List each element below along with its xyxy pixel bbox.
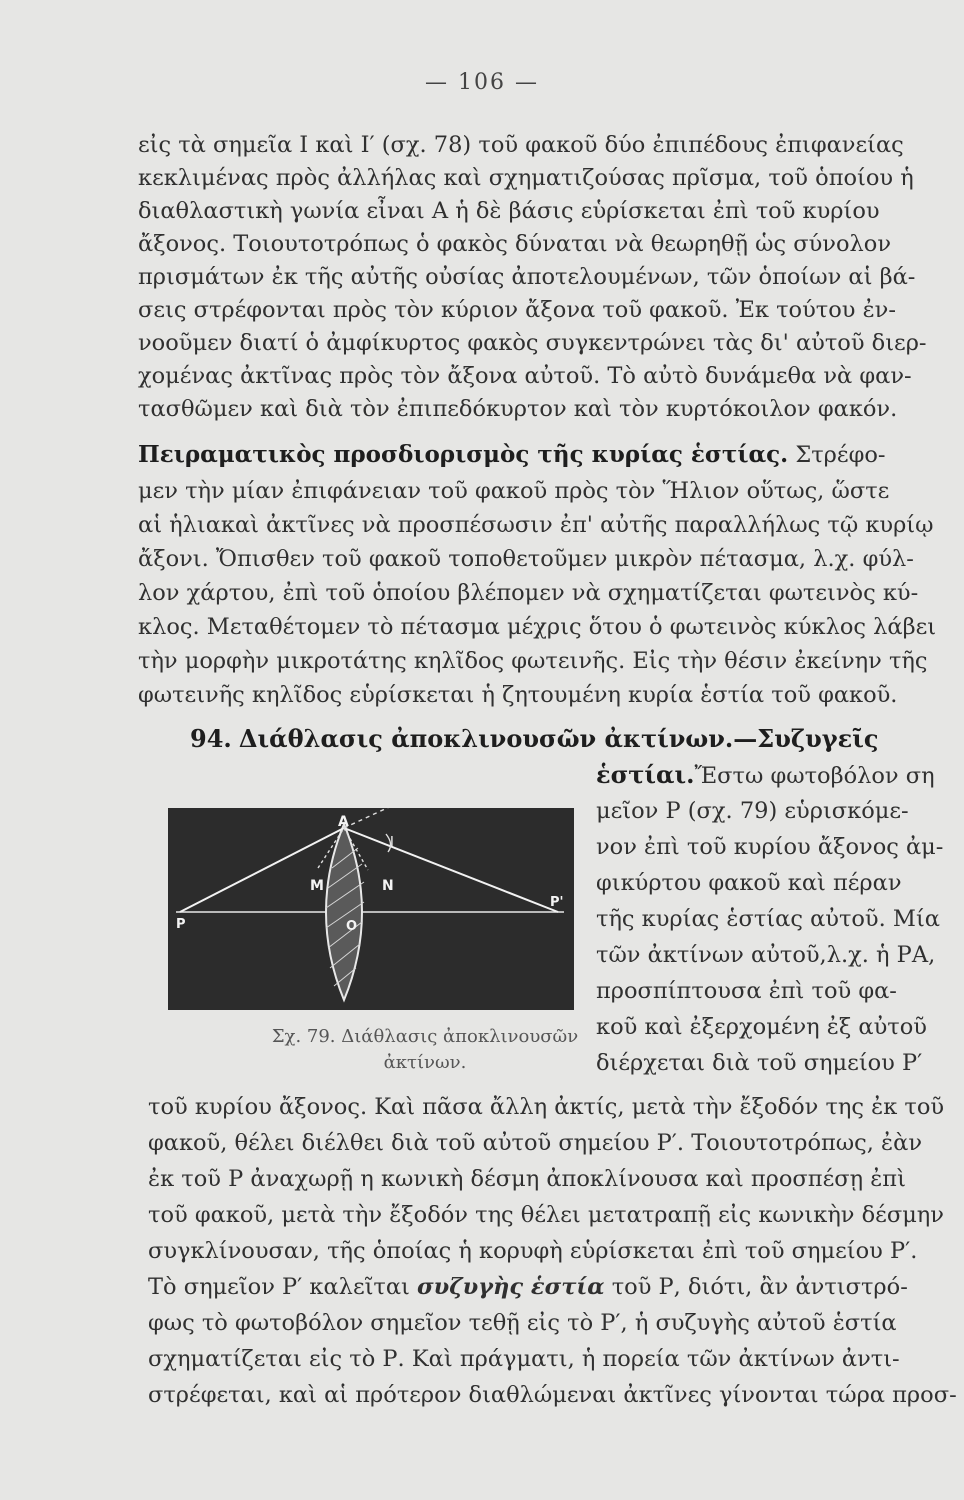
text-line: φωτεινῆς κηλῖδος εὑρίσκεται ἡ ζητουμένη κυρία ἑστία τοῦ φακοῦ. xyxy=(138,682,898,708)
text-line: αἱ ἡλιακαὶ ἀκτῖνες νὰ προσπέσωσιν ἐπ' αὐτῆς παραλλήλως τῷ κυρίῳ xyxy=(138,512,934,538)
text-line: πρισμάτων ἐκ τῆς αὐτῆς οὐσίας ἀποτελουμένων, τῶν ὁποίων αἱ βά- xyxy=(138,264,916,290)
figure-caption-line2: ἀκτίνων. xyxy=(383,1052,467,1073)
label-N: N xyxy=(382,878,394,894)
text-line: στρέφεται, καὶ αἱ πρότερον διαθλώμεναι ἀκτῖνες γίνονται τώρα προσ- xyxy=(148,1382,957,1408)
text-line: ἄξονι. Ὄπισθεν τοῦ φακοῦ τοποθετοῦμεν μικρὸν πέτασμα, λ.χ. φύλ- xyxy=(138,546,914,572)
label-I: I xyxy=(390,835,394,850)
text-line: φως τὸ φωτοβόλον σημεῖον τεθῇ εἰς τὸ Ρ′, ἡ συζυγὴς αὐτοῦ ἑστία xyxy=(148,1310,897,1336)
page-number: — 106 — xyxy=(425,70,539,95)
side-text-line: προσπίπτουσα ἐπὶ τοῦ φα- xyxy=(596,978,897,1004)
conj-pre: Τὸ σημεῖον Ρ′ καλεῖται xyxy=(148,1274,418,1300)
label-A: A xyxy=(338,814,349,830)
text-line: ἐκ τοῦ Ρ ἀναχωρῇ η κωνικὴ δέσμη ἀποκλίνουσα καὶ προσπέσῃ ἐπὶ xyxy=(148,1166,906,1192)
text-line: νοοῦμεν διατί ὁ ἀμφίκυρτος φακὸς συγκεντρώνει τὰς δι' αὐτοῦ διερ- xyxy=(138,330,927,356)
text-line: τὴν μορφὴν μικροτάτης κηλῖδος φωτεινῆς. Εἰς τὴν θέσιν ἐκείνην τῆς xyxy=(138,648,928,674)
text-line: κεκλιμένας πρὸς ἀλλήλας καὶ σχηματιζούσας πρῖσμα, τοῦ ὁποίου ἡ xyxy=(138,165,914,191)
conjugate-focus-term: συζυγὴς ἑστία xyxy=(417,1274,605,1300)
side-text-line: τῆς κυρίας ἑστίας αὐτοῦ. Μία xyxy=(596,906,940,932)
text-line: διαθλαστικὴ γωνία εἶναι Α ἡ δὲ βάσις εὑρίσκεται ἐπὶ τοῦ κυρίου xyxy=(138,198,880,224)
conj-post: τοῦ Ρ, διότι, ἂν ἀντιστρό- xyxy=(604,1274,908,1300)
text-line: ἄξονος. Τοιουτοτρόπως ὁ φακὸς δύναται νὰ θεωρηθῇ ὡς σύνολον xyxy=(138,231,891,257)
experiment-heading-rest: Στρέφο- xyxy=(788,442,886,468)
text-line: σεις στρέφονται πρὸς τὸν κύριον ἄξονα τοῦ φακοῦ. Ἐκ τούτου ἐν- xyxy=(138,297,896,323)
text-line: μεν τὴν μίαν ἐπιφάνειαν τοῦ φακοῦ πρὸς τὸν Ἥλιον οὕτως, ὥστε xyxy=(138,478,890,504)
text-line: λον χάρτου, ἐπὶ τοῦ ὁποίου βλέπομεν νὰ σχηματίζεται φωτεινὸς κύ- xyxy=(138,580,919,606)
text-line: συγκλίνουσαν, τῆς ὁποίας ἡ κορυφὴ εὑρίσκεται ἐπὶ τοῦ σημείου Ρ′. xyxy=(148,1238,918,1264)
side-text-line: διέρχεται διὰ τοῦ σημείου Ρ′ xyxy=(596,1050,923,1076)
experiment-heading: Πειραματικὸς προσδιορισμὸς τῆς κυρίας ἑστίας. xyxy=(138,441,789,468)
text-line: κλος. Μεταθέτομεν τὸ πέτασμα μέχρις ὅτου ὁ φωτεινὸς κύκλος λάβει xyxy=(138,614,937,640)
side-text-line: μεῖον Ρ (σχ. 79) εὑρισκόμε- xyxy=(596,798,909,824)
text-line: φακοῦ, θέλει διέλθει διὰ τοῦ αὐτοῦ σημείου Ρ′. Τοιουτοτρόπως, ἐὰν xyxy=(148,1130,922,1156)
lens-figure xyxy=(168,808,574,1010)
section-title: Διάθλασις ἀποκλινουσῶν ἀκτίνων.—Συζυγεῖς xyxy=(238,724,879,753)
text-line: χομένας ἀκτῖνας πρὸς τὸν ἄξονα αὐτοῦ. Τὸ αὐτὸ δυνάμεθα νὰ φαν- xyxy=(138,363,912,389)
section-title-cont: ἑστίαι. xyxy=(596,760,695,789)
experiment-heading-line xyxy=(138,440,938,470)
side-text-first: Ἔστω φωτοβόλον ση xyxy=(694,763,935,789)
side-text-line: νον ἐπὶ τοῦ κυρίου ἄξονος ἀμ- xyxy=(596,834,944,860)
side-text-line: κοῦ καὶ ἐξερχομένη ἐξ αὐτοῦ xyxy=(596,1014,927,1040)
side-text-line: τῶν ἀκτίνων αὐτοῦ,λ.χ. ἡ ΡΑ, xyxy=(596,942,936,968)
section-heading-cont-line xyxy=(596,760,936,791)
section-number: 94. xyxy=(190,724,232,753)
section-heading-line xyxy=(190,724,950,755)
label-P: P xyxy=(176,917,186,932)
text-line: σχηματίζεται εἰς τὸ Ρ. Καὶ πράγματι, ἡ πορεία τῶν ἀκτίνων ἀντι- xyxy=(148,1346,900,1372)
label-P-prime: P' xyxy=(550,895,564,910)
text-line: τοῦ κυρίου ἄξονος. Καὶ πᾶσα ἄλλη ἀκτίς, μετὰ τὴν ἔξοδόν της ἐκ τοῦ xyxy=(148,1094,945,1120)
label-M: M xyxy=(310,878,324,894)
text-line: τασθῶμεν καὶ διὰ τὸν ἐπιπεδόκυρτον καὶ τὸν κυρτόκοιλον φακόν. xyxy=(138,396,898,422)
figure-caption-line1: Σχ. 79. Διάθλασις ἀποκλινουσῶν xyxy=(271,1026,579,1047)
side-text-line: φικύρτου φακοῦ καὶ πέραν xyxy=(596,870,902,896)
label-O: O xyxy=(346,919,358,934)
text-line: τοῦ φακοῦ, μετὰ τὴν ἔξοδόν της θέλει μετατραπῇ εἰς κωνικὴν δέσμην xyxy=(148,1202,944,1228)
conjugate-focus-line xyxy=(148,1272,948,1302)
text-line: εἰς τὰ σημεῖα I καὶ I′ (σχ. 78) τοῦ φακοῦ δύο ἐπιπέδους ἐπιφανείας xyxy=(138,132,904,158)
